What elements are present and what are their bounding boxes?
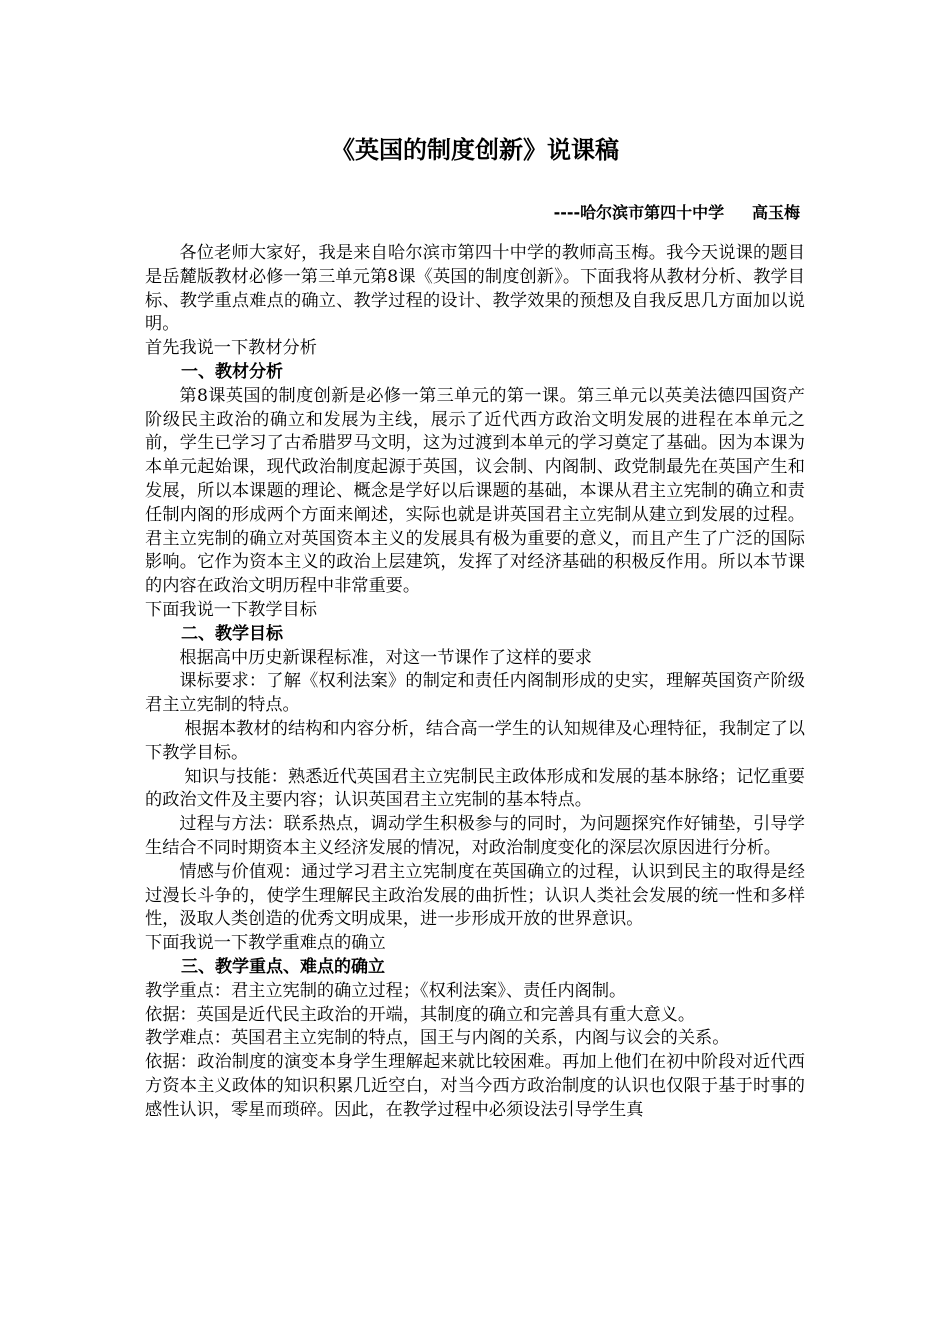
section-heading: 二、教学目标	[181, 623, 283, 644]
transition-line: 下面我说一下教学目标	[145, 599, 317, 620]
key-basis-line: 依据：英国是近代民主政治的开端，其制度的确立和完善具有重大意义。	[145, 1004, 696, 1025]
transition-line: 下面我说一下教学重难点的确立	[145, 933, 386, 954]
process-goal-paragraph: 过程与方法：联系热点，调动学生积极参与的同时，为问题探究作好铺垫，引导学生结合不同时期资本主义经济发展的情况，对政治制度变化的深层次原因进行分析。	[145, 814, 805, 858]
transition-line: 首先我说一下教材分析	[145, 338, 317, 359]
section-heading: 一、教材分析	[181, 361, 283, 382]
analysis-paragraph: 第8课英国的制度创新是必修一第三单元的第一课。第三单元以英美法德四国资产阶级民主政治的确立和发展为主线，展示了近代西方政治文明发展的进程在本单元之前，学生已学习了古希腊罗马文明，这为过渡到本单元的学习奠定了基础。因为本课为本单元起始课，现代政治制度起源于英国，议会制、内阁制、政党制最先在英国产生和发展，所以本课题的理论、概念是学好以后课题的基础，本课从君主立宪制的确立和责任制内阁的形成两个方面来阐述，实际也就是讲英国君主立宪制从建立到发展的过程。君主立宪制的确立对英国资本主义的发展具有极为重要的意义，而且产生了广泛的国际影响。它作为资本主义的政治上层建筑，发挥了对经济基础的积极反作用。所以本节课的内容在政治文明历程中非常重要。	[145, 385, 805, 597]
intro-paragraph: 各位老师大家好，我是来自哈尔滨市第四十中学的教师高玉梅。我今天说课的题目是岳麓版教材必修一第三单元第8课《英国的制度创新》。下面我将从教材分析、教学目标、教学重点难点的确立、教学过程的设计、教学效果的预想及自我反思几方面加以说明。	[145, 243, 805, 335]
key-points-line: 教学重点：君主立宪制的确立过程；《权利法案》、责任内阁制。	[145, 980, 627, 1001]
emotion-goal-paragraph: 情感与价值观：通过学习君主立宪制度在英国确立的过程，认识到民主的取得是经过漫长斗争的，使学生理解民主政治发展的曲折性；认识人类社会发展的统一性和多样性，汲取人类创造的优秀文明成果，进一步形成开放的世界意识。	[145, 861, 805, 930]
difficulties-line: 教学难点：英国君主立宪制的特点，国王与内阁的关系，内阁与议会的关系。	[145, 1028, 730, 1049]
difficulties-basis-paragraph: 依据：政治制度的演变本身学生理解起来就比较困难。再加上他们在初中阶段对近代西方资本主义政体的知识积累几近空白，对当今西方政治制度的认识也仅限于基于时事的感性认识，零星而琐碎。因此，在教学过程中必须设法引导学生真	[145, 1052, 805, 1120]
curriculum-paragraph: 课标要求：了解《权利法案》的制定和责任内阁制形成的史实，理解英国资产阶级君主立宪制的特点。	[145, 671, 805, 716]
document-body	[145, 242, 805, 1122]
section-heading: 三、教学重点、难点的确立	[181, 956, 385, 977]
knowledge-goal-paragraph: 知识与技能：熟悉近代英国君主立宪制民主政体形成和发展的基本脉络；记忆重要的政治文件及主要内容；认识英国君主立宪制的基本特点。	[145, 766, 805, 811]
author-line: ----哈尔滨市第四十中学 高玉梅	[553, 203, 800, 222]
page-title: 《英国的制度创新》说课稿	[331, 136, 619, 164]
goals-intro-paragraph: 根据高中历史新课程标准，对这一节课作了这样的要求	[179, 647, 592, 668]
basis-paragraph: 根据本教材的结构和内容分析，结合高一学生的认知规律及心理特征，我制定了以下教学目标。	[145, 718, 805, 763]
